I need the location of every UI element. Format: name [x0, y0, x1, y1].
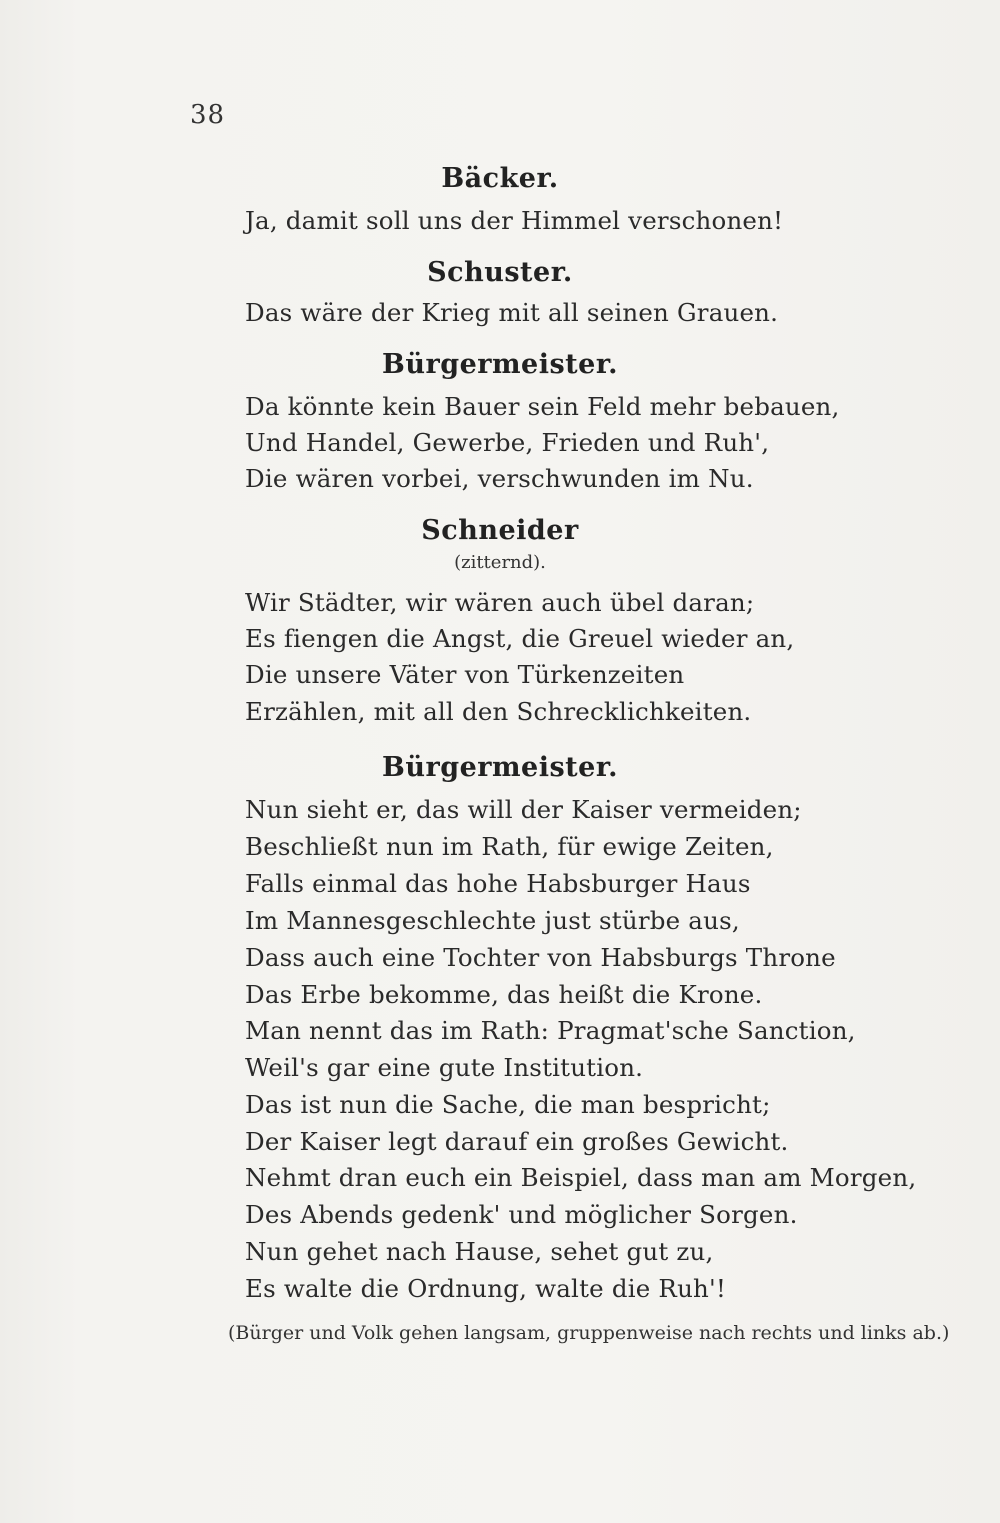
verse-line: Da könnte kein Bauer sein Feld mehr bebauen, — [245, 392, 840, 421]
verse-line: Das ist nun die Sache, die man bespricht; — [245, 1090, 771, 1119]
verse-line: Die unsere Väter von Türkenzeiten — [245, 660, 685, 689]
verse-line: Das wäre der Krieg mit all seinen Grauen. — [245, 298, 779, 327]
speaker-name: Schneider — [421, 515, 579, 546]
verse-line: Es fiengen die Angst, die Greuel wieder an, — [245, 624, 795, 653]
verse-line: Nun gehet nach Hause, sehet gut zu, — [245, 1237, 714, 1266]
verse-line: Weil's gar eine gute Institution. — [245, 1053, 644, 1082]
verse-line: Beschließt nun im Rath, für ewige Zeiten, — [245, 832, 774, 861]
stage-direction: (Bürger und Volk gehen langsam, gruppenweise nach rechts und links ab.) — [228, 1322, 950, 1344]
verse-line: Die wären vorbei, verschwunden im Nu. — [245, 464, 754, 493]
verse-line: Nehmt dran euch ein Beispiel, dass man am Morgen, — [245, 1163, 917, 1192]
page-number: 38 — [190, 100, 226, 130]
speaker-name: Schuster. — [427, 257, 573, 288]
verse-line: Es walte die Ordnung, walte die Ruh'! — [245, 1274, 727, 1303]
speaker-name: Bürgermeister. — [382, 349, 618, 380]
verse-line: Dass auch eine Tochter von Habsburgs Throne — [245, 943, 836, 972]
speaker-name: Bürgermeister. — [382, 752, 618, 783]
verse-line: Im Mannesgeschlechte just stürbe aus, — [245, 906, 740, 935]
verse-line: Der Kaiser legt darauf ein großes Gewicht. — [245, 1127, 789, 1156]
verse-line: Das Erbe bekomme, das heißt die Krone. — [245, 980, 763, 1009]
speaker-direction: (zitternd). — [454, 552, 546, 573]
verse-line: Man nennt das im Rath: Pragmat'sche Sanction, — [245, 1016, 856, 1045]
verse-line: Nun sieht er, das will der Kaiser vermeiden; — [245, 795, 802, 824]
speaker-name: Bäcker. — [441, 163, 559, 194]
verse-line: Des Abends gedenk' und möglicher Sorgen. — [245, 1200, 798, 1229]
verse-line: Und Handel, Gewerbe, Frieden und Ruh', — [245, 428, 770, 457]
verse-line: Wir Städter, wir wären auch übel daran; — [245, 588, 755, 617]
verse-line: Ja, damit soll uns der Himmel verschonen! — [245, 206, 784, 235]
verse-line: Erzählen, mit all den Schrecklichkeiten. — [245, 697, 752, 726]
verse-line: Falls einmal das hohe Habsburger Haus — [245, 869, 751, 898]
